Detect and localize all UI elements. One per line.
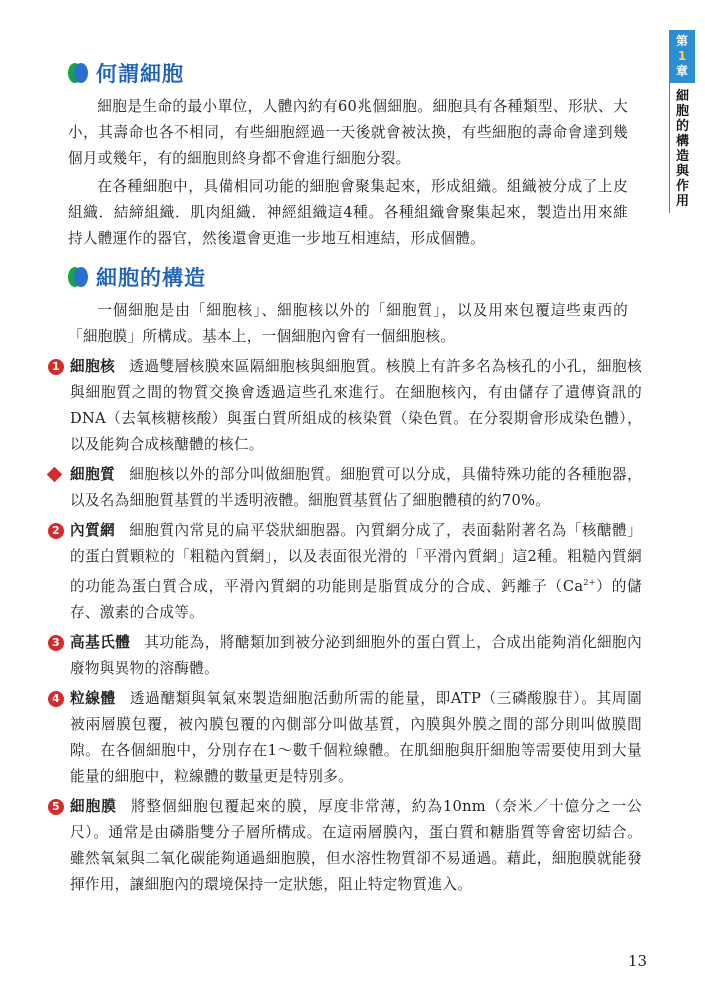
section-bullet-icon: [68, 63, 88, 83]
number-badge: 2: [48, 523, 64, 539]
intro-paragraph: 一個細胞是由「細胞核」、細胞核以外的「細胞質」，以及用來包覆這些東西的「細胞膜」所構成。基本上，一個細胞內會有一個細胞核。: [68, 302, 628, 345]
item-golgi: [48, 630, 642, 682]
item-endoplasmic-reticulum: [48, 518, 642, 626]
item-term: 細胞膜: [70, 797, 117, 815]
diamond-bullet-icon: [47, 467, 63, 483]
superscript: 2+: [583, 578, 596, 587]
item-cell-membrane: [48, 794, 642, 898]
number-badge: 5: [48, 799, 64, 815]
section-heading: [68, 58, 628, 88]
paragraph: 細胞是生命的最小單位，人體內約有60兆個細胞。細胞具有各種類型、形狀、大小，其壽命也各不相同，有些細胞經過一天後就會被汰換，有些細胞的壽命會達到幾個月或幾年，有的細胞則終身都不會進行細胞分裂。: [68, 98, 628, 167]
number-badge: 4: [48, 691, 64, 707]
item-text-after: ）的儲存、激素的合成等。: [70, 577, 642, 621]
item-text: 透過雙層核膜來區隔細胞核與細胞質。核膜上有許多名為核孔的小孔，細胞核與細胞質之間的物質交換會透過這些孔來進行。在細胞核內，有由儲存了遺傳資訊的DNA（去氧核糖核酸）與蛋白質所組成的核染質（染色質。在分裂期會形成染色體），以及能夠合成核醣體的核仁。: [70, 358, 643, 453]
section-bullet-icon: [68, 267, 88, 287]
page-number: 13: [628, 952, 648, 970]
paragraph: 在各種細胞中，具備相同功能的細胞會聚集起來，形成組織。組織被分成了上皮組織．結締組織．肌肉組織．神經組織這4種。各種組織會聚集起來，製造出用來維持人體運作的器官，然後還會更進一步地互相連結，形成個體。: [68, 178, 628, 247]
item-term: 細胞質: [70, 466, 116, 483]
item-nucleus: [48, 354, 642, 458]
chapter-tab: [669, 30, 695, 213]
number-badge: 1: [48, 359, 64, 375]
item-text: 透過醣類與氧氣來製造細胞活動所需的能量，即ATP（三磷酸腺苷）。其周圍被兩層膜包覆，被內膜包覆的內側部分叫做基質，內膜與外膜之間的部分則叫做膜間隙。在各個細胞中，分別存在1～數千個粒線體。在肌細胞與肝細胞等需要使用到大量能量的細胞中，粒線體的數量更是特別多。: [70, 689, 643, 785]
item-mitochondria: [48, 686, 642, 790]
section-cell-structure: [52, 262, 643, 898]
item-text: 細胞質內常見的扁平袋狀細胞器。內質網分成了，表面黏附著名為「核醣體」的蛋白質顆粒的「粗糙內質網」，以及表面很光滑的「平滑內質網」這2種。粗糙內質網的功能為蛋白質合成，平滑內質網的功能則是脂質成分的合成、鈣離子（Ca: [70, 522, 643, 595]
item-term: 細胞核: [70, 358, 116, 375]
item-cytoplasm: [48, 462, 642, 514]
chapter-title: 細 胞 的 構 造 與 作 用: [669, 83, 695, 213]
item-term: 內質網: [70, 522, 116, 539]
item-term: 粒線體: [70, 689, 116, 707]
section-what-is-cell: [68, 58, 628, 252]
chapter-label: 第 1 章: [675, 34, 688, 78]
item-text: 細胞核以外的部分叫做細胞質。細胞質可以分成，具備特殊功能的各種胞器，以及名為細胞質基質的半透明液體。細胞質基質佔了細胞體積的約70%。: [70, 466, 643, 509]
item-text: 其功能為，將醣類加到被分泌到細胞外的蛋白質上，合成出能夠消化細胞內廢物與異物的溶酶體。: [70, 633, 643, 677]
number-badge: 3: [48, 635, 64, 651]
section-heading: [68, 262, 642, 292]
item-term: 高基氏體: [70, 633, 131, 651]
section-title: 何謂細胞: [96, 62, 184, 86]
item-text: 將整個細胞包覆起來的膜，厚度非常薄，約為10nm（奈米／十億分之一公尺）。通常是由磷脂雙分子層所構成。在這兩層膜內，蛋白質和糖脂質等會密切結合。雖然氧氣與二氧化碳能夠通過細胞膜，但水溶性物質卻不易通過。藉此，細胞膜就能發揮作用，讓細胞內的環境保持一定狀態，阻止特定物質進入。: [70, 797, 642, 893]
section-title: 細胞的構造: [96, 266, 206, 290]
